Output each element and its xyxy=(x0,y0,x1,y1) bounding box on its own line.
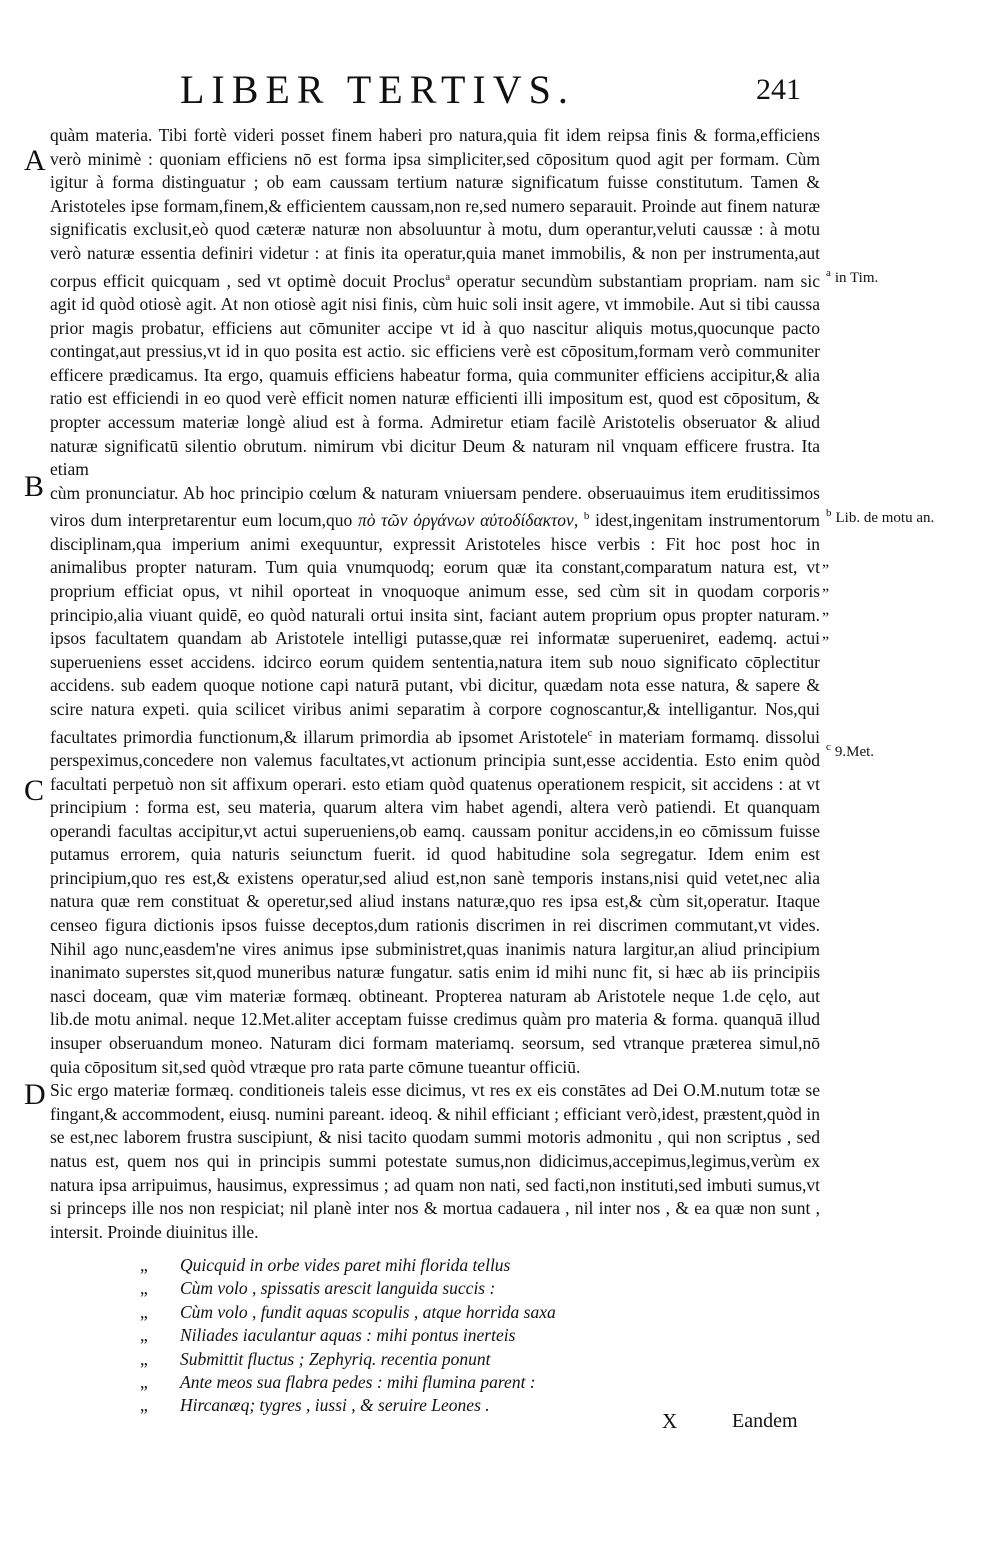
sidenote-lib-de-motu xyxy=(826,504,946,528)
paragraph-2 xyxy=(50,482,820,1080)
paragraph-1-text: quàm materia. Tibi fortè videri posset finem haberi pro natura,quia fit idem reipsa finis & forma,efficiens verò minimè : quoniam efficiens nō est forma ipsa simpliciter,sed cōpositum quod agit per formam. Cùm igitur à forma distinguatur ; ob eam caussam tertium naturæ significatum fuisse constitutum. Tamen & Aristoteles ipse formam,finem,& efficientem caussam,non re,sed numero separauit. Proinde aut finem naturæ significatis exclusit,eò quod cæteræ naturæ non absoluuntur à motu, dum operantur,veluti caussæ : à motu verò naturæ essentia definiri videtur : at finis ita operatur,quia manet immobilis, & non per instrumenta,aut corpus efficit quicquam , sed vt optimè docuit Proclus xyxy=(50,125,820,291)
verse-line-text: Hircanæq; tygres , iussi , & seruire Leones . xyxy=(180,1395,490,1416)
verse-line-text: Quicquid in orbe vides paret mihi florida tellus xyxy=(180,1255,511,1275)
sidenote-marker: b xyxy=(826,507,832,519)
quote-mark: „ xyxy=(140,1395,148,1416)
sidenote-marker: c xyxy=(826,741,831,753)
running-title: LIBER TERTIVS. xyxy=(180,67,575,112)
paragraph-1-text-cont: operatur secundùm substantiam propriam. nam sic agit id quòd otiosè agit. At non otiosè agit nisi finis, cùm huic soli insit agere, vt immobile. Aut si tibi caussa prior magis probatur, efficiens aut cōmuniter accipe vt id à quo nascitur aliquis motus,quocunque pacto contingat,aut pressius,vt id in quo posita est actio. sic efficiens verè est cōpositum,formam verò communiter efficere prædicamus. Ita ergo, quamuis efficiens habeatur forma, quia communiter efficiens accipitur,& alia ratio est efficiendi in eo quod verè efficit nomen naturæ efficienti illi impositum est, quod est cōpositum, & propter accessum materiæ longè aliud est à forma. Admiretur etiam facilè Aristotelis obseruator & aliud naturæ significatū silentio obrutum. nimirum vbi dicitur Deum & naturam nil vnquam efficere frustra. Ita etiam xyxy=(50,270,820,480)
quote-mark: „ xyxy=(822,553,830,570)
verse-quotation xyxy=(140,1254,800,1418)
verse-line-text: Niliades iaculantur aquas : mihi pontus inerteis xyxy=(180,1325,516,1346)
verse-line xyxy=(140,1371,800,1394)
verse-line xyxy=(140,1348,800,1371)
quote-mark: „ xyxy=(140,1325,148,1346)
quote-mark: „ xyxy=(140,1372,148,1393)
page-number: 241 xyxy=(756,73,801,106)
quote-mark: „ xyxy=(140,1348,148,1369)
note-marker-a: a xyxy=(445,270,451,283)
catchword: Eandem xyxy=(732,1410,798,1432)
paragraph-2-text-end: in materiam formamq. dissolui perspeximus,concedere non valemus facultates,vt actionum principia sunt,esse accidentia. Esto enim quòd facultati perpetuò non sit affixum operari. esto etiam quòd quatenus operationem respicit, sit accidens : at vt principium : forma est, seu materia, quarum altera vim habet agendi, altera verò patiendi. Et quanquam operandi facultas accipitur,vt actui superueniens,ob eamq. caussam ponitur accidens,in eo cōmissum fuisse putamus errorem, quia naturis seiunctum fuerit. id quod habitudine sola segregatur. Idem enim est principium,quo res est,& existens operatur,sed aliud est,non sanè temporis instans,nisi quid vetet,nec alia natura quæ rem constituat & operetur,sed aliud instans naturæ,quo res ipsa est,& cùm sit,operatur. Itaque censeo figura dictionis ipsos fuisse deceptos,dum rationis discrimen in rei discrimen commutant,vt vides. Nihil ago nunc,easdem'ne vires animus ipse subministret,quas inanimis natura largitur,an aliud principium inanimato superstes sit,quod muneribus naturæ fungatur. satis enim id mihi nunc fit, si hæc ab iis principiis nasci doceam, quæ vim materiæ formæq. obtineant. Propterea naturam ab Aristotele neque 1.de cęlo, aut lib.de motu animal. neque 12.Met.aliter acceptam fuisse credimus quàm pro materia & forma. quanquā illud insuper obseruandum moneo. Naturam dici formam materiamq. seorsum, sed vtranque præterea simul,nō quia cōpositum sit,sed quòd vtræque pro rata parte cōmune tueantur officiū. xyxy=(50,726,820,1077)
section-letter-c: C xyxy=(24,774,45,807)
verse-line xyxy=(140,1254,800,1277)
paragraph-2-text-cont: idest,ingenitam instrumentorum disciplinam,qua imperium animi exequuntur, expressit Aristoteles hisce verbis : Fit hoc post hoc in animalibus propter naturam. Tum quia vnumquodq; eorum quæ ita constant,comparatum natura est, vt proprium efficiat opus, vt nihil oporteat in vnoquoque animum esse, sed cùm sit in quodam corporis principio,alia viuant quidē, eo quòd naturali ortui insita sint, faciant autem proprium opus propter naturam. ipsos facultatem quandam ab Aristotele intelligi putasse,quæ rei informatæ superueniret, eademq. actui superueniens esset accidens. idcirco eorum quidem sententia,natura item sub nouo significato cōplectitur accidens. sub eadem quoque notione capi naturā putant, vbi dicitur, quædam nota esse natura, & sapere & scire natura expeti. quia scilicet viribus animi separatim à corpore cognoscantur,& intelligantur. Nos,qui facultates primordia functionum,& illarum primordia ab ipsomet Aristotele xyxy=(50,510,821,747)
sidenote-text: Lib. de motu an. xyxy=(835,510,935,526)
sidenote-in-tim xyxy=(826,264,946,288)
paragraph-3-text: Sic ergo materiæ formæq. conditioneis taleis esse dicimus, vt res ex eis constātes ad Dei O.M.nutum totæ se fingant,& accommodent, eiusq. numini pareant. ideoq. & nihil efficiant ; efficiant verò,idest, præstent,quòd in se est,nec laborem frustra suscipiunt, & nisi tacito quodam summi motoris admonitu , qui non scriptus , sed natus est, quem nos qui in principis summi potestate sumus,non didicimus,accepimus,legimus,verùm ex natura ipsa arripuimus, hausimus, expressimus ; ad quam non nati, sed facti,non instituti,sed imbuti sumus,vt si princeps ille nos non respiciat; nil planè inter nos & mortua cadauera , nil inter nos , & ea quæ non sunt , intersit. Proinde diuinitus ille. xyxy=(50,1080,820,1242)
verse-line xyxy=(140,1394,800,1417)
verse-line-text: Cùm volo , fundit aquas scopulis , atque horrida saxa xyxy=(180,1301,556,1322)
verse-line xyxy=(140,1324,800,1347)
sidenote-marker: a xyxy=(826,267,831,279)
verse-line-text: Cùm volo , spissatis arescit languida succis : xyxy=(180,1278,496,1299)
quote-mark: „ xyxy=(140,1301,148,1322)
note-marker-c: c xyxy=(587,726,593,739)
sidenote-text: 9.Met. xyxy=(834,744,875,760)
paragraph-1 xyxy=(50,124,820,482)
signature-mark: X xyxy=(662,1409,678,1433)
verse-line-text: Ante meos sua flabra pedes : mihi flumina parent : xyxy=(180,1372,536,1393)
quote-mark: „ xyxy=(140,1278,148,1299)
section-letter-b: B xyxy=(24,470,45,503)
paragraph-3 xyxy=(50,1079,820,1244)
quote-mark: „ xyxy=(822,577,830,594)
section-letter-d: D xyxy=(24,1078,46,1111)
sidenote-met xyxy=(826,738,946,762)
section-letter-a: A xyxy=(24,144,46,177)
quote-mark: „ xyxy=(140,1255,148,1275)
note-marker-b: b xyxy=(583,510,590,523)
greek-phrase: πὸ τῶν ὀργάνων αὐτοδίδακτον, xyxy=(357,510,579,531)
verse-line xyxy=(140,1301,800,1324)
verse-line-text: Submittit fluctus ; Zephyriq. recentia ponunt xyxy=(180,1348,491,1369)
paragraph-2-text: cùm pronunciatur. Ab hoc principio cœlum & naturam vniuersam pendere. obseruauimus item eruditissimos viros dum interpretarentur eum locum,quo xyxy=(50,482,820,531)
verse-line xyxy=(140,1277,800,1300)
sidenote-text: in Tim. xyxy=(834,270,879,286)
main-text xyxy=(50,124,820,1244)
quote-mark: „ xyxy=(822,601,830,618)
quote-mark: „ xyxy=(822,625,830,642)
